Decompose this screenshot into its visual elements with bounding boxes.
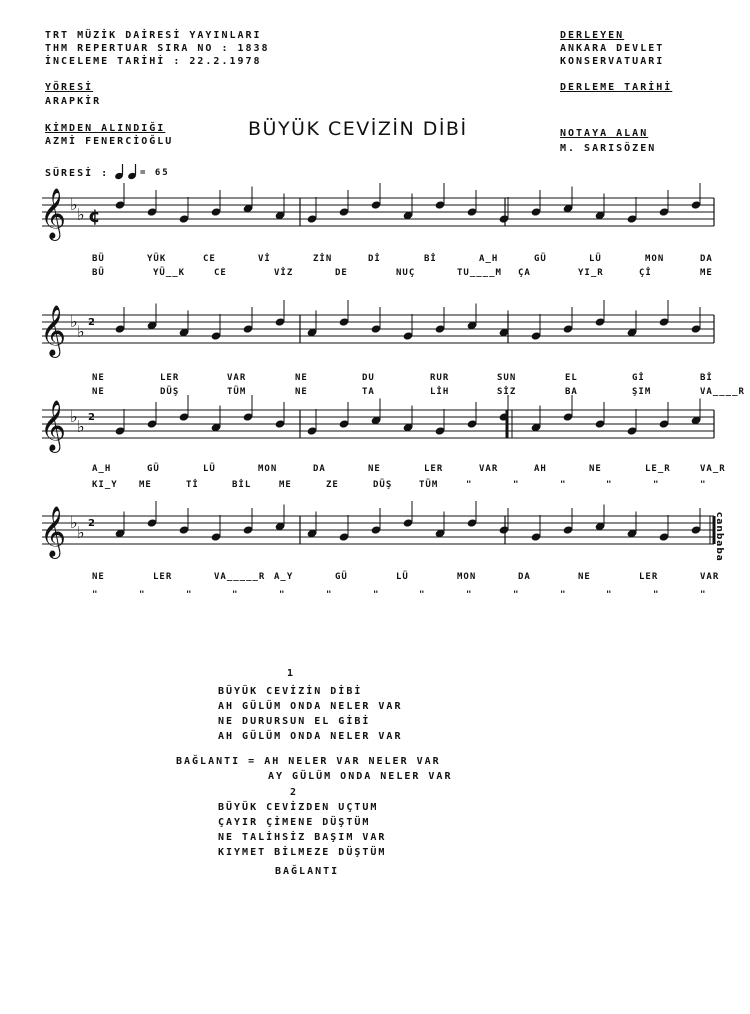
flat-icon: ♭ <box>77 417 85 436</box>
lyric-syllable: A_Y <box>274 572 294 582</box>
lyric-syllable: VAR <box>700 572 720 582</box>
lyric-syllable: ŞIM <box>632 387 652 397</box>
lyric-syllable: VA_____R <box>214 572 266 582</box>
verse-2-number: 2 <box>290 787 299 798</box>
lyric-syllable: " <box>232 590 239 600</box>
source-label: KİMDEN ALINDIĞI <box>45 123 166 134</box>
region-value: ARAPKİR <box>45 96 102 107</box>
lyric-syllable: NE <box>589 464 602 474</box>
lyric-syllable: MON <box>258 464 278 474</box>
lyric-syllable: DÜŞ <box>373 480 393 490</box>
flat-icon: ♭ <box>70 407 78 426</box>
lyric-syllable: TÜM <box>419 480 439 490</box>
verse-2-line-3: NE TALİHSİZ BAŞIM VAR <box>218 832 387 843</box>
lyric-syllable: BİL <box>232 480 252 490</box>
lyric-syllable: BA <box>565 387 578 397</box>
lyric-syllable: A_H <box>479 254 499 264</box>
lyric-syllable: " <box>560 480 567 490</box>
lyric-syllable: YÜK <box>147 254 167 264</box>
lyric-syllable: VAR <box>227 373 247 383</box>
lyric-syllable: NE <box>92 572 105 582</box>
time-signature: 2 <box>88 412 95 423</box>
song-title: BÜYÜK CEVİZİN DİBİ <box>248 118 468 140</box>
lyric-syllable: LÜ <box>589 254 602 264</box>
verse-1-number: 1 <box>287 668 296 679</box>
time-signature: 2 <box>88 317 95 328</box>
lyric-syllable: " <box>653 480 660 490</box>
time-signature: ¢ <box>88 206 101 227</box>
time-signature: 2 <box>88 518 95 529</box>
lyric-syllable: DE <box>335 268 348 278</box>
lyric-syllable: LÜ <box>396 572 409 582</box>
lyric-syllable: DU <box>362 373 375 383</box>
lyric-syllable: LÜ <box>203 464 216 474</box>
lyric-syllable: DA <box>700 254 713 264</box>
lyric-syllable: LE_R <box>645 464 671 474</box>
lyric-syllable: VA____R <box>700 387 745 397</box>
treble-clef-icon: 𝄞 <box>40 305 67 356</box>
chorus-line-2: AY GÜLÜM ONDA NELER VAR <box>268 771 453 782</box>
lyric-syllable: " <box>419 590 426 600</box>
lyric-syllable: TA <box>362 387 375 397</box>
lyric-syllable: DÜŞ <box>160 387 180 397</box>
source-value: AZMİ FENERCİOĞLU <box>45 136 174 147</box>
lyric-syllable: RUR <box>430 373 450 383</box>
lyric-syllable: DA <box>518 572 531 582</box>
lyric-syllable: SUN <box>497 373 517 383</box>
lyric-syllable: NE <box>92 387 105 397</box>
lyric-syllable: " <box>373 590 380 600</box>
lyric-syllable: Bİ <box>700 373 713 383</box>
compiler-value-1: ANKARA DEVLET <box>560 43 665 54</box>
flat-icon: ♭ <box>70 513 78 532</box>
lyric-syllable: ZİN <box>313 254 333 264</box>
compiler-label: DERLEYEN <box>560 30 625 41</box>
lyric-syllable: NE <box>578 572 591 582</box>
side-credit: canbaba <box>714 512 724 562</box>
lyric-syllable: Dİ <box>368 254 381 264</box>
lyric-syllable: NUÇ <box>396 268 416 278</box>
notation-label: NOTAYA ALAN <box>560 128 649 139</box>
verse-1-line-3: NE DURURSUN EL GİBİ <box>218 716 371 727</box>
lyric-syllable: NE <box>295 373 308 383</box>
lyric-syllable: Çİ <box>639 268 652 278</box>
lyric-syllable: NE <box>368 464 381 474</box>
lyric-syllable: ME <box>139 480 152 490</box>
verse-2-line-1: BÜYÜK CEVİZDEN UÇTUM <box>218 802 379 813</box>
verse-1-line-2: AH GÜLÜM ONDA NELER VAR <box>218 701 403 712</box>
lyric-syllable: " <box>466 590 473 600</box>
flat-icon: ♭ <box>77 205 85 224</box>
lyric-syllable: KI_Y <box>92 480 118 490</box>
lyric-syllable: " <box>653 590 660 600</box>
lyric-syllable: LER <box>153 572 173 582</box>
publisher-line: TRT MÜZİK DAİRESİ YAYINLARI <box>45 30 262 41</box>
review-date: İNCELEME TARİHİ : 22.2.1978 <box>45 56 262 67</box>
repertoire-number: THM REPERTUAR SIRA NO : 1838 <box>45 43 270 54</box>
flat-icon: ♭ <box>77 322 85 341</box>
lyric-syllable: " <box>513 480 520 490</box>
lyric-syllable: VİZ <box>274 268 294 278</box>
lyric-syllable: VA_R <box>700 464 726 474</box>
lyric-syllable: LER <box>639 572 659 582</box>
lyric-syllable: ME <box>279 480 292 490</box>
lyric-syllable: " <box>606 590 613 600</box>
flat-icon: ♭ <box>70 195 78 214</box>
lyric-syllable: " <box>700 480 707 490</box>
lyric-syllable: DA <box>313 464 326 474</box>
flat-icon: ♭ <box>77 523 85 542</box>
lyric-syllable: LER <box>160 373 180 383</box>
lyric-syllable: LER <box>424 464 444 474</box>
lyric-syllable: CE <box>203 254 216 264</box>
lyric-syllable: NE <box>92 373 105 383</box>
lyric-syllable: " <box>326 590 333 600</box>
lyric-syllable: EL <box>565 373 578 383</box>
lyric-syllable: Vİ <box>258 254 271 264</box>
chorus-line-1: BAĞLANTI = AH NELER VAR NELER VAR <box>176 756 441 767</box>
lyric-syllable: SİZ <box>497 387 517 397</box>
lyric-syllable: LİH <box>430 387 450 397</box>
treble-clef-icon: 𝄞 <box>40 188 67 239</box>
lyric-syllable: " <box>139 590 146 600</box>
lyric-syllable: A_H <box>92 464 112 474</box>
treble-clef-icon: 𝄞 <box>40 400 67 451</box>
lyric-syllable: AH <box>534 464 547 474</box>
flat-icon: ♭ <box>70 312 78 331</box>
lyric-syllable: Tİ <box>186 480 199 490</box>
lyric-syllable: BÜ <box>92 254 105 264</box>
lyric-syllable: YÜ__K <box>153 268 186 278</box>
compiler-value-2: KONSERVATUARI <box>560 56 665 67</box>
lyric-syllable: MON <box>645 254 665 264</box>
lyric-syllable: ME <box>700 268 713 278</box>
verse-1-line-1: BÜYÜK CEVİZİN DİBİ <box>218 686 363 697</box>
tempo-value: = 65 <box>140 168 170 178</box>
region-label: YÖRESİ <box>45 82 94 93</box>
lyric-syllable: Bİ <box>424 254 437 264</box>
chorus-reference: BAĞLANTI <box>275 866 340 877</box>
lyric-syllable: Gİ <box>632 373 645 383</box>
lyric-syllable: NE <box>295 387 308 397</box>
lyric-syllable: " <box>700 590 707 600</box>
lyric-syllable: GÜ <box>335 572 348 582</box>
lyric-syllable: " <box>560 590 567 600</box>
lyric-syllable: " <box>186 590 193 600</box>
lyric-syllable: TU____M <box>457 268 502 278</box>
verse-1-line-4: AH GÜLÜM ONDA NELER VAR <box>218 731 403 742</box>
lyric-syllable: CE <box>214 268 227 278</box>
lyric-syllable: TÜM <box>227 387 247 397</box>
lyric-syllable: YI_R <box>578 268 604 278</box>
lyric-syllable: VAR <box>479 464 499 474</box>
lyric-syllable: ÇA <box>518 268 531 278</box>
verse-2-line-4: KIYMET BİLMEZE DÜŞTÜM <box>218 847 387 858</box>
lyric-syllable: " <box>606 480 613 490</box>
verse-2-line-2: ÇAYIR ÇİMENE DÜŞTÜM <box>218 817 371 828</box>
lyric-syllable: MON <box>457 572 477 582</box>
lyric-syllable: " <box>279 590 286 600</box>
lyric-syllable: GÜ <box>534 254 547 264</box>
compilation-date-label: DERLEME TARİHİ <box>560 82 673 93</box>
lyric-syllable: " <box>466 480 473 490</box>
lyric-syllable: ZE <box>326 480 339 490</box>
treble-clef-icon: 𝄞 <box>40 506 67 557</box>
lyric-syllable: GÜ <box>147 464 160 474</box>
duration-label: SÜRESİ : <box>45 168 110 179</box>
lyric-syllable: " <box>92 590 99 600</box>
lyric-syllable: " <box>513 590 520 600</box>
notation-value: M. SARISÖZEN <box>560 143 657 154</box>
lyric-syllable: BÜ <box>92 268 105 278</box>
